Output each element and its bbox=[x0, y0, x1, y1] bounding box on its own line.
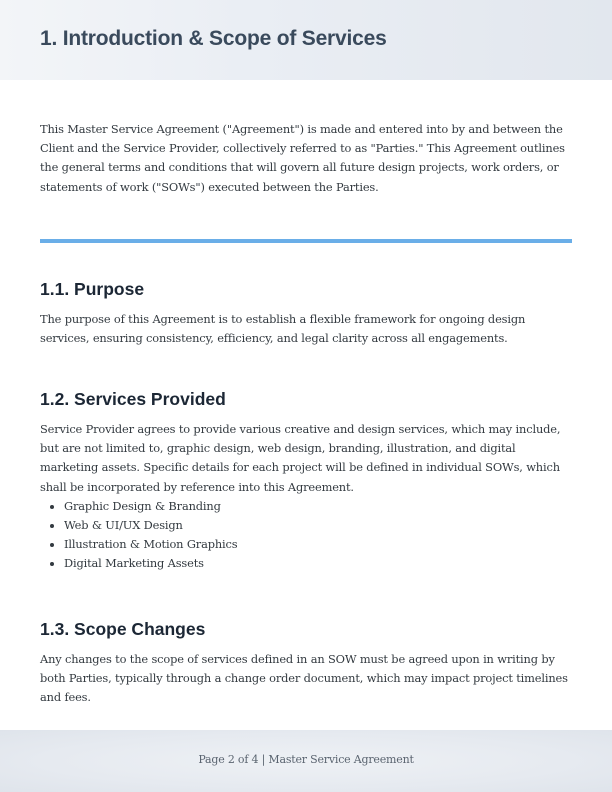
services-list bbox=[40, 497, 572, 574]
list-item: • Web & UI/UX Design bbox=[64, 516, 572, 535]
section-divider bbox=[40, 239, 572, 243]
section-body-services-provided bbox=[40, 420, 572, 574]
section-heading-purpose: 1.1. Purpose bbox=[40, 279, 145, 299]
section-heading-services-provided: 1.2. Services Provided bbox=[40, 389, 226, 409]
section-text-purpose: The purpose of this Agreement is to establish a flexible framework for ongoing design services, ensuring consistency, efficiency, and legal clarity across all engagements. bbox=[40, 312, 526, 346]
list-item: • Digital Marketing Assets bbox=[64, 554, 572, 573]
list-item: • Graphic Design & Branding bbox=[64, 497, 572, 516]
section-text-scope-changes: Any changes to the scope of services defined in an SOW must be agreed upon in writing by both Parties, typically through a change order document, which may impact project timelines and fees. bbox=[40, 652, 568, 705]
page-title: 1. Introduction & Scope of Services bbox=[40, 27, 387, 50]
page-header bbox=[0, 0, 612, 80]
section-text-services-provided: Service Provider agrees to provide various creative and design services, which may include, but are not limited to, graphic design, web design, branding, illustration, and digital marketing assets. Specific details for each project will be defined in individual SOWs, which shall be incorporated by reference into this Agreement. bbox=[40, 422, 561, 494]
section-heading-scope-changes: 1.3. Scope Changes bbox=[40, 619, 206, 639]
intro-paragraph: This Master Service Agreement ("Agreement") is made and entered into by and between the Client and the Service Provider, collectively referred to as "Parties." This Agreement outlines the general terms and conditions that will govern all future design projects, work orders, or statements of work ("SOWs") executed between the Parties. bbox=[40, 122, 565, 194]
list-item: • Illustration & Motion Graphics bbox=[64, 535, 572, 554]
page-footer bbox=[0, 730, 612, 792]
footer-page-info: Page 2 of 4 | Master Service Agreement bbox=[198, 753, 414, 766]
